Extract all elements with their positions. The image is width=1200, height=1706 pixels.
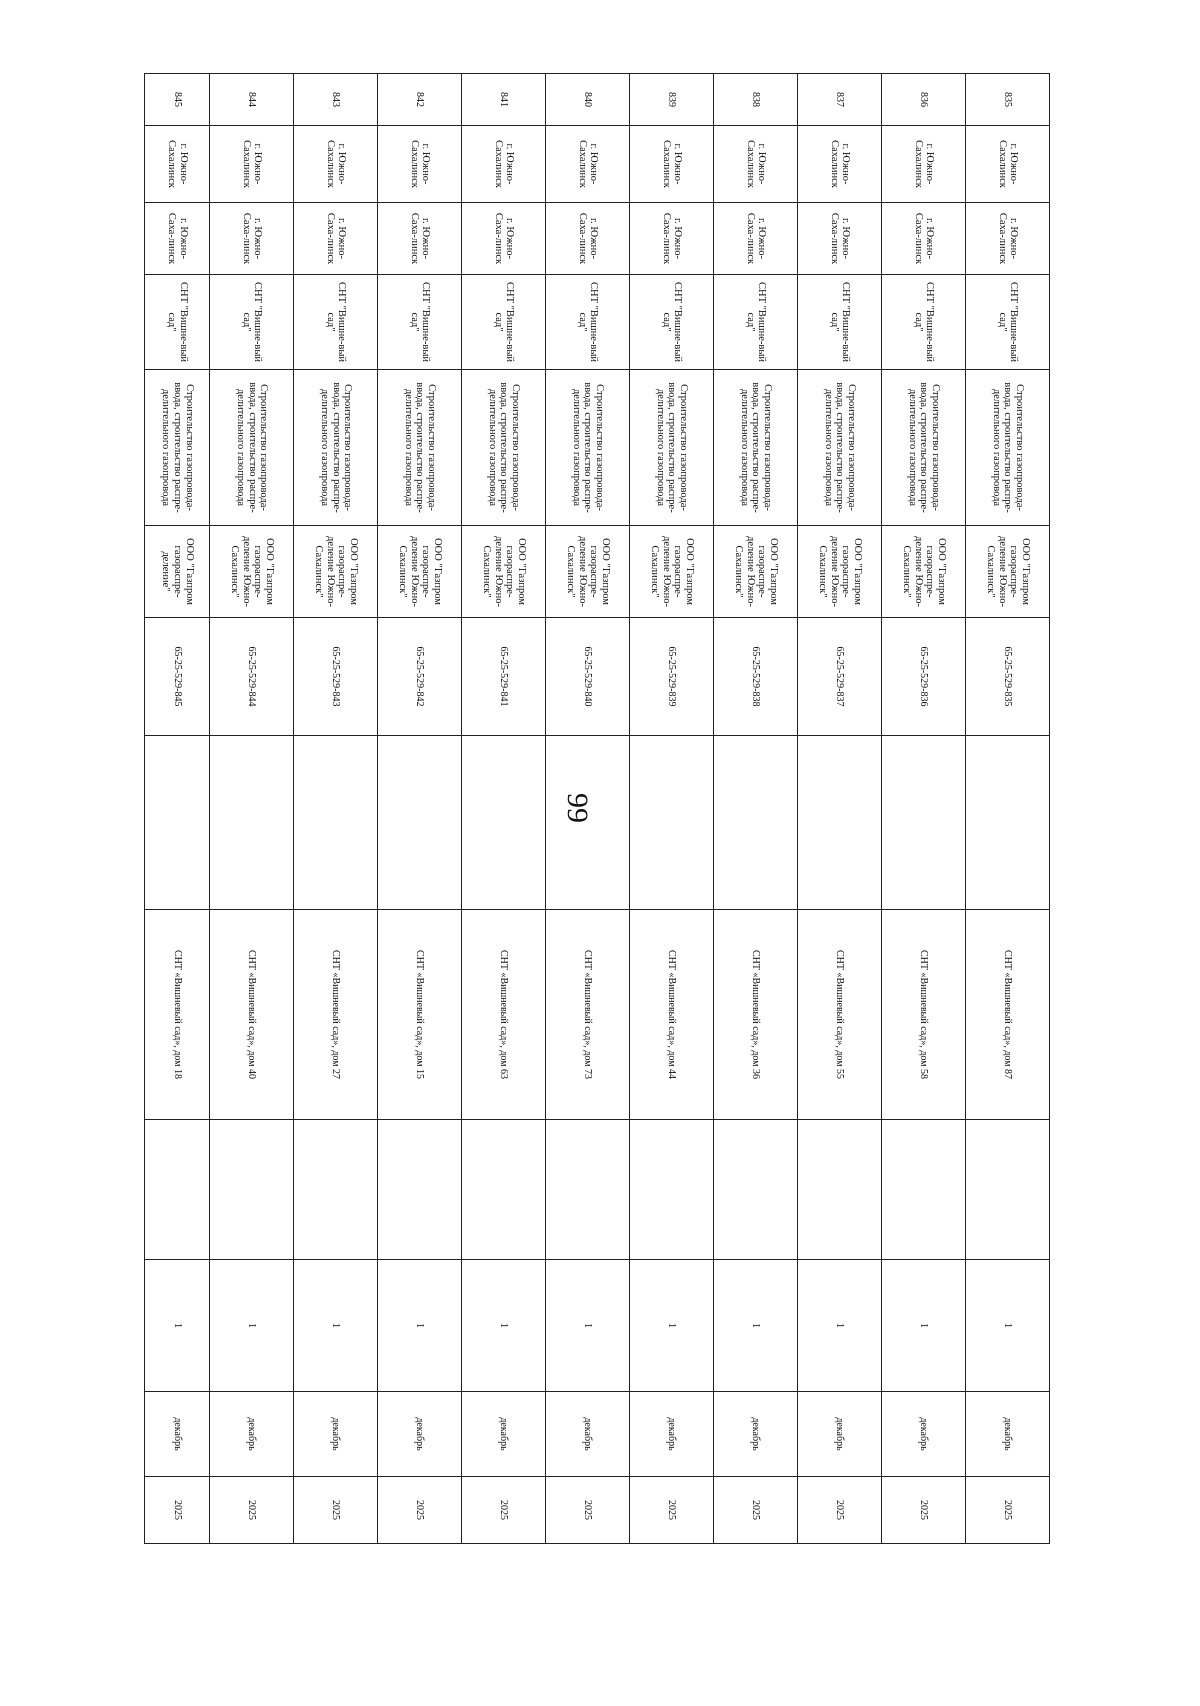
year-cell: 2025 (882, 1477, 966, 1544)
city-cell: г. Южно-Сахалинск (145, 126, 210, 203)
row-number-cell: 844 (210, 74, 294, 126)
address-cell: СНТ «Вишневый сад», дом 87 (966, 910, 1050, 1120)
address-cell: СНТ «Вишневый сад», дом 18 (145, 910, 210, 1120)
empty-cell (630, 1120, 714, 1260)
district-cell: г. Южно-Саха-линск (462, 203, 546, 275)
quantity-cell: 1 (378, 1260, 462, 1392)
organization-cell: ООО "Газпром газораспре-деление Южно-Сахалинск" (798, 526, 882, 618)
row-number-cell: 838 (714, 74, 798, 126)
registry-code-cell: 65-25-529-841 (462, 618, 546, 736)
row-number-cell: 837 (798, 74, 882, 126)
table-row (462, 74, 546, 1544)
empty-cell (630, 736, 714, 910)
district-cell: г. Южно-Саха-линск (714, 203, 798, 275)
empty-cell (882, 736, 966, 910)
empty-cell (882, 1120, 966, 1260)
work-description-cell: Строительство газопровода-ввода, строительство распре-делительного газопровода (294, 370, 378, 526)
table-row (210, 74, 294, 1544)
month-cell: декабрь (966, 1392, 1050, 1477)
city-cell: г. Южно-Сахалинск (546, 126, 630, 203)
empty-cell (462, 1120, 546, 1260)
work-description-cell: Строительство газопровода-ввода, строительство распре-делительного газопровода (798, 370, 882, 526)
empty-cell (714, 736, 798, 910)
organization-cell: ООО "Газпром газораспре-деление Южно-Сахалинск" (714, 526, 798, 618)
organization-cell: ООО "Газпром газораспре-деление Южно-Сахалинск" (630, 526, 714, 618)
registry-code-cell: 65-25-529-836 (882, 618, 966, 736)
object-cell: СНТ "Вишне-вый сад" (714, 275, 798, 370)
month-cell: декабрь (378, 1392, 462, 1477)
empty-cell (378, 736, 462, 910)
table-row (546, 74, 630, 1544)
registry-code-cell: 65-25-529-837 (798, 618, 882, 736)
empty-cell (145, 736, 210, 910)
district-cell: г. Южно-Саха-линск (378, 203, 462, 275)
address-cell: СНТ «Вишневый сад», дом 15 (378, 910, 462, 1120)
city-cell: г. Южно-Сахалинск (378, 126, 462, 203)
table-row (630, 74, 714, 1544)
month-cell: декабрь (546, 1392, 630, 1477)
year-cell: 2025 (798, 1477, 882, 1544)
work-description-cell: Строительство газопровода-ввода, строительство распре-делительного газопровода (714, 370, 798, 526)
registry-code-cell: 65-25-529-835 (966, 618, 1050, 736)
empty-cell (294, 1120, 378, 1260)
work-description-cell: Строительство газопровода-ввода, строительство распре-делительного газопровода (630, 370, 714, 526)
quantity-cell: 1 (882, 1260, 966, 1392)
object-cell: СНТ "Вишне-вый сад" (966, 275, 1050, 370)
district-cell: г. Южно-Саха-линск (798, 203, 882, 275)
object-cell: СНТ "Вишне-вый сад" (378, 275, 462, 370)
month-cell: декабрь (798, 1392, 882, 1477)
organization-cell: ООО "Газпром газораспре-деление Южно-Сахалинск" (294, 526, 378, 618)
table-row (882, 74, 966, 1544)
work-description-cell: Строительство газопровода-ввода, строительство распре-делительного газопровода (546, 370, 630, 526)
month-cell: декабрь (882, 1392, 966, 1477)
object-cell: СНТ "Вишне-вый сад" (210, 275, 294, 370)
empty-cell (546, 736, 630, 910)
table-row (294, 74, 378, 1544)
table-row (714, 74, 798, 1544)
empty-cell (294, 736, 378, 910)
registry-code-cell: 65-25-529-844 (210, 618, 294, 736)
district-cell: г. Южно-Саха-линск (882, 203, 966, 275)
empty-cell (462, 736, 546, 910)
row-number-cell: 845 (145, 74, 210, 126)
empty-cell (210, 1120, 294, 1260)
quantity-cell: 1 (294, 1260, 378, 1392)
empty-cell (966, 1120, 1050, 1260)
row-number-cell: 842 (378, 74, 462, 126)
registry-code-cell: 65-25-529-838 (714, 618, 798, 736)
month-cell: декабрь (294, 1392, 378, 1477)
registry-code-cell: 65-25-529-839 (630, 618, 714, 736)
district-cell: г. Южно-Саха-линск (630, 203, 714, 275)
work-description-cell: Строительство газопровода-ввода, строительство распре-делительного газопровода (145, 370, 210, 526)
address-cell: СНТ «Вишневый сад», дом 73 (546, 910, 630, 1120)
empty-cell (966, 736, 1050, 910)
month-cell: декабрь (462, 1392, 546, 1477)
page-number: 99 (561, 793, 594, 823)
registry-code-cell: 65-25-529-840 (546, 618, 630, 736)
table-row (798, 74, 882, 1544)
object-cell: СНТ "Вишне-вый сад" (546, 275, 630, 370)
quantity-cell: 1 (210, 1260, 294, 1392)
year-cell: 2025 (462, 1477, 546, 1544)
district-cell: г. Южно-Саха-линск (294, 203, 378, 275)
city-cell: г. Южно-Сахалинск (462, 126, 546, 203)
month-cell: декабрь (145, 1392, 210, 1477)
month-cell: декабрь (210, 1392, 294, 1477)
rotated-table-wrapper (144, 73, 1050, 1543)
quantity-cell: 1 (546, 1260, 630, 1392)
month-cell: декабрь (714, 1392, 798, 1477)
district-cell: г. Южно-Саха-линск (546, 203, 630, 275)
quantity-cell: 1 (462, 1260, 546, 1392)
work-description-cell: Строительство газопровода-ввода, строительство распре-делительного газопровода (462, 370, 546, 526)
organization-cell: ООО "Газпром газораспре-деление Южно-Сахалинск" (966, 526, 1050, 618)
empty-cell (145, 1120, 210, 1260)
address-cell: СНТ «Вишневый сад», дом 36 (714, 910, 798, 1120)
table-body (145, 74, 1050, 1544)
year-cell: 2025 (210, 1477, 294, 1544)
year-cell: 2025 (145, 1477, 210, 1544)
object-cell: СНТ "Вишне-вый сад" (145, 275, 210, 370)
quantity-cell: 1 (798, 1260, 882, 1392)
year-cell: 2025 (714, 1477, 798, 1544)
quantity-cell: 1 (966, 1260, 1050, 1392)
empty-cell (714, 1120, 798, 1260)
work-description-cell: Строительство газопровода-ввода, строительство распре-делительного газопровода (966, 370, 1050, 526)
address-cell: СНТ «Вишневый сад», дом 63 (462, 910, 546, 1120)
city-cell: г. Южно-Сахалинск (798, 126, 882, 203)
organization-cell: ООО "Газпром газораспре-деление Южно-Сахалинск" (546, 526, 630, 618)
object-cell: СНТ "Вишне-вый сад" (882, 275, 966, 370)
organization-cell: ООО "Газпром газораспре-деление" (145, 526, 210, 618)
empty-cell (210, 736, 294, 910)
year-cell: 2025 (966, 1477, 1050, 1544)
row-number-cell: 843 (294, 74, 378, 126)
work-description-cell: Строительство газопровода-ввода, строительство распре-делительного газопровода (210, 370, 294, 526)
registry-code-cell: 65-25-529-845 (145, 618, 210, 736)
table-row (966, 74, 1050, 1544)
work-description-cell: Строительство газопровода-ввода, строительство распре-делительного газопровода (882, 370, 966, 526)
row-number-cell: 840 (546, 74, 630, 126)
registry-table (144, 73, 1050, 1544)
year-cell: 2025 (294, 1477, 378, 1544)
year-cell: 2025 (630, 1477, 714, 1544)
organization-cell: ООО "Газпром газораспре-деление Южно-Сахалинск" (462, 526, 546, 618)
empty-cell (378, 1120, 462, 1260)
row-number-cell: 839 (630, 74, 714, 126)
quantity-cell: 1 (630, 1260, 714, 1392)
city-cell: г. Южно-Сахалинск (882, 126, 966, 203)
district-cell: г. Южно-Саха-линск (966, 203, 1050, 275)
table-row (145, 74, 210, 1544)
organization-cell: ООО "Газпром газораспре-деление Южно-Сахалинск" (882, 526, 966, 618)
address-cell: СНТ «Вишневый сад», дом 40 (210, 910, 294, 1120)
district-cell: г. Южно-Саха-линск (145, 203, 210, 275)
quantity-cell: 1 (714, 1260, 798, 1392)
object-cell: СНТ "Вишне-вый сад" (462, 275, 546, 370)
row-number-cell: 836 (882, 74, 966, 126)
year-cell: 2025 (378, 1477, 462, 1544)
address-cell: СНТ «Вишневый сад», дом 58 (882, 910, 966, 1120)
empty-cell (798, 1120, 882, 1260)
organization-cell: ООО "Газпром газораспре-деление Южно-Сахалинск" (378, 526, 462, 618)
address-cell: СНТ «Вишневый сад», дом 27 (294, 910, 378, 1120)
empty-cell (546, 1120, 630, 1260)
city-cell: г. Южно-Сахалинск (630, 126, 714, 203)
year-cell: 2025 (546, 1477, 630, 1544)
organization-cell: ООО "Газпром газораспре-деление Южно-Сахалинск" (210, 526, 294, 618)
registry-code-cell: 65-25-529-842 (378, 618, 462, 736)
city-cell: г. Южно-Сахалинск (294, 126, 378, 203)
month-cell: декабрь (630, 1392, 714, 1477)
row-number-cell: 835 (966, 74, 1050, 126)
work-description-cell: Строительство газопровода-ввода, строительство распре-делительного газопровода (378, 370, 462, 526)
quantity-cell: 1 (145, 1260, 210, 1392)
city-cell: г. Южно-Сахалинск (714, 126, 798, 203)
registry-code-cell: 65-25-529-843 (294, 618, 378, 736)
object-cell: СНТ "Вишне-вый сад" (294, 275, 378, 370)
district-cell: г. Южно-Саха-линск (210, 203, 294, 275)
city-cell: г. Южно-Сахалинск (210, 126, 294, 203)
object-cell: СНТ "Вишне-вый сад" (630, 275, 714, 370)
address-cell: СНТ «Вишневый сад», дом 44 (630, 910, 714, 1120)
object-cell: СНТ "Вишне-вый сад" (798, 275, 882, 370)
city-cell: г. Южно-Сахалинск (966, 126, 1050, 203)
table-row (378, 74, 462, 1544)
empty-cell (798, 736, 882, 910)
row-number-cell: 841 (462, 74, 546, 126)
address-cell: СНТ «Вишневый сад», дом 55 (798, 910, 882, 1120)
